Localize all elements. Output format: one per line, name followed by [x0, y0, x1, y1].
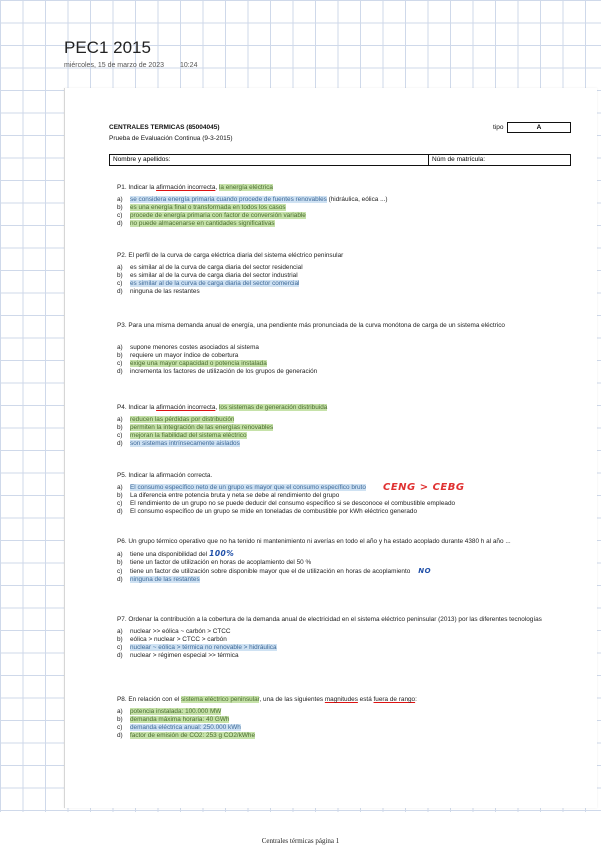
option-b: b) permiten la integración de las energías renovables	[117, 424, 274, 431]
option-b: b) demanda máxima horaria: 40 GWh	[117, 716, 230, 723]
page-footer: Centrales térmicas página 1	[261, 837, 340, 845]
option-a: a) nuclear >> eólica ~ carbón > CTCC	[117, 628, 231, 635]
handwritten-note-p6a: 100%	[209, 549, 235, 558]
option-c: c) demanda eléctrica anual: 250.000 kWh	[117, 724, 241, 731]
option-d: d) no puede almacenarse en cantidades significativas	[117, 220, 275, 227]
option-d: d) son sistemas intrínsecamente aislados	[117, 440, 240, 447]
matricula-label: Núm de matrícula:	[432, 156, 486, 163]
exam-header	[109, 124, 233, 142]
question-5	[117, 472, 455, 516]
option-c: c) El rendimiento de un grupo no se puede deducir del consumo específico si se desconoce el combustible empleado	[117, 500, 456, 507]
option-c: c) exige una mayor capacidad o potencia instalada	[117, 360, 267, 367]
note-time: 10:24	[179, 62, 198, 69]
divider	[428, 155, 429, 165]
option-c: c) nuclear ~ eólica > térmica no renovable > hidráulica	[117, 644, 277, 651]
note-date: miércoles, 15 de marzo de 2023	[64, 62, 164, 69]
option-b: b) eólica > nuclear > CTCC > carbón	[117, 636, 227, 643]
question-stem: P2. El perfil de la curva de carga eléctrica diaria del sistema eléctrico peninsular	[117, 252, 344, 259]
note-title[interactable]: PEC1 2015	[64, 38, 151, 57]
note-timestamp	[64, 62, 197, 69]
option-b: b) requiere un mayor índice de cobertura	[117, 352, 239, 359]
option-a: a) El consumo específico neto de un grupo es mayor que el consumo específico bruto	[117, 484, 366, 491]
option-a: a) potencia instalada: 100.000 MW	[117, 708, 222, 715]
question-stem: P5. Indicar la afirmación correcta.	[117, 472, 213, 479]
option-b: b) tiene un factor de utilización en horas de acoplamiento del 50 %	[117, 559, 312, 566]
question-stem: P1. Indicar la afirmación incorrecta, la energía eléctrica	[117, 184, 273, 191]
question-stem: P3. Para una misma demanda anual de energía, una pendiente más pronunciada de la curva monótona de carga de un sistema eléctrico	[117, 322, 505, 329]
exam-subtitle: Prueba de Evaluación Continua (9-3-2015)	[109, 135, 233, 142]
option-a: a) es similar al de la curva de carga diaria del sector residencial	[117, 264, 303, 271]
option-c: c) tiene un factor de utilización sobre disponible mayor que el de utilización en horas de acoplamiento NO	[117, 567, 432, 575]
question-stem: P7. Ordenar la contribución a la cobertura de la demanda anual de electricidad en el sistema eléctrico peninsular (2013) por las diferentes tecnologías	[117, 616, 542, 623]
option-c: c) procede de energía primaria con factor de conversión variable	[117, 212, 306, 219]
tipo-label: tipo	[493, 124, 504, 131]
option-d: d) ninguna de las restantes	[117, 576, 200, 583]
option-d: d) El consumo específico de un grupo se mide en toneladas de combustible por kWh eléctrico generado	[117, 508, 418, 515]
option-b: b) La diferencia entre potencia bruta y neta se debe al rendimiento del grupo	[117, 492, 340, 499]
option-d: d) incrementa los factores de utilización de los grupos de generación	[117, 368, 318, 375]
option-b: b) es una energía final o transformada en todos los casos	[117, 204, 286, 211]
student-info-box	[109, 154, 571, 166]
question-stem: P6. Un grupo térmico operativo que no ha tenido ni mantenimiento ni averías en todo el año y ha estado acoplado durante 4380 h al año ...	[117, 538, 511, 545]
question-4	[117, 404, 327, 448]
question-1	[117, 184, 388, 228]
question-6	[117, 538, 557, 584]
name-label: Nombre y apellidos:	[113, 156, 171, 163]
tipo-value: A	[507, 122, 571, 133]
option-d: d) ninguna de las restantes	[117, 288, 200, 295]
handwritten-note-p6c: NO	[418, 567, 432, 575]
option-d: d) factor de emisión de CO2: 253 g CO2/kWhe	[117, 732, 256, 739]
option-c: c) mejoran la fiabilidad del sistema eléctrico	[117, 432, 247, 439]
option-d: d) nuclear > régimen especial >> térmica	[117, 652, 239, 659]
document-page	[64, 88, 597, 808]
handwritten-note-p5: CENG > CEBG	[383, 482, 465, 493]
question-3	[117, 322, 505, 376]
option-a: a) tiene una disponibilidad del 100%	[117, 549, 235, 558]
question-7	[117, 616, 557, 660]
option-a: a) reducen las pérdidas por distribución	[117, 416, 235, 423]
question-stem: P4. Indicar la afirmación incorrecta, los sistemas de generación distribuida	[117, 404, 328, 411]
question-stem: P8. En relación con el sistema eléctrico peninsular, una de las siguientes magnitudes está fuera de rango:	[117, 696, 417, 703]
question-8	[117, 696, 417, 740]
option-a: a) se considera energía primaria cuando procede de fuentes renovables (hidráulica, eólica ...)	[117, 196, 388, 203]
option-c: c) es similar al de la curva de carga diaria del sector comercial	[117, 280, 300, 287]
option-a: a) supone menores costes asociados al sistema	[117, 344, 259, 351]
question-2	[117, 252, 343, 296]
course-title: CENTRALES TERMICAS (85004045)	[109, 124, 220, 131]
option-b: b) es similar al de la curva de carga diaria del sector industrial	[117, 272, 298, 279]
